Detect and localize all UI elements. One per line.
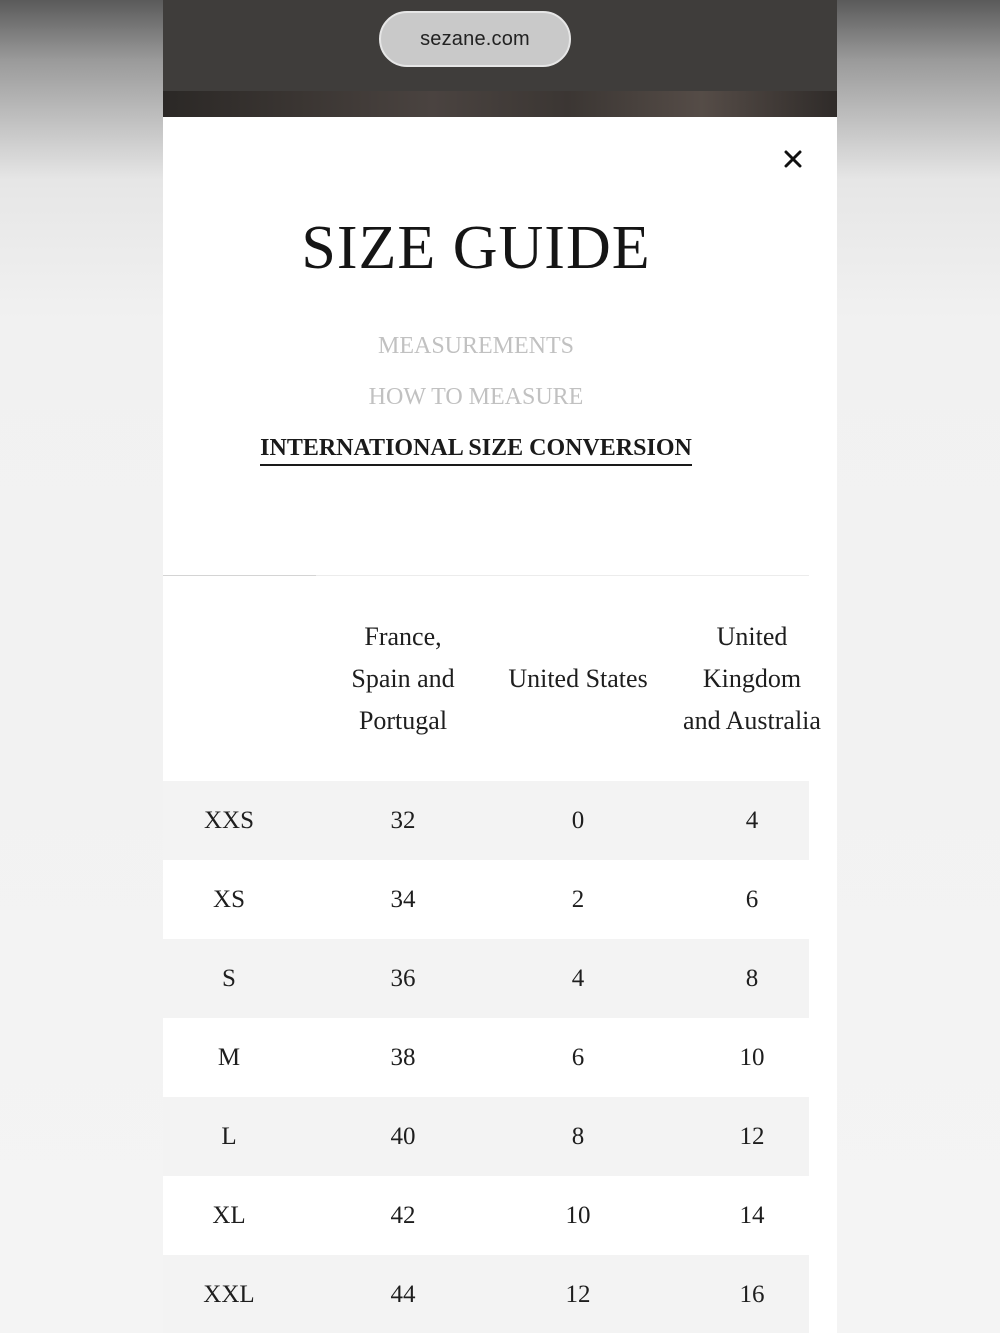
cell-uk: 8 (745, 965, 759, 992)
close-icon (784, 150, 802, 168)
cell-size: XXS (203, 807, 254, 834)
column-header-size (163, 576, 299, 781)
column-header-uk-australia (682, 576, 822, 781)
cell-us: 8 (571, 1123, 585, 1150)
background-page-image (163, 91, 837, 117)
phone-screen (163, 0, 837, 1333)
cell-us: 12 (565, 1281, 591, 1308)
header-text: France, Spain and Portugal (351, 621, 455, 735)
cell-uk: 12 (739, 1123, 765, 1150)
tab-label: HOW TO MEASURE (368, 384, 584, 410)
table-header (163, 576, 821, 781)
size-guide-modal (163, 117, 837, 1333)
table-row (163, 1097, 809, 1176)
url-text: sezane.com (420, 27, 530, 50)
cell-size: XL (212, 1202, 246, 1229)
table-row (163, 1176, 809, 1255)
cell-uk: 6 (745, 886, 759, 913)
tab-label: INTERNATIONAL SIZE CONVERSION (260, 435, 692, 466)
cell-us: 6 (571, 1044, 585, 1071)
table-row (163, 1255, 809, 1333)
cell-france: 32 (390, 807, 416, 834)
cell-france: 42 (390, 1202, 416, 1229)
table-row (163, 860, 809, 939)
url-bar[interactable] (379, 11, 571, 67)
cell-france: 36 (390, 965, 416, 992)
close-button[interactable] (779, 145, 807, 173)
cell-us: 4 (571, 965, 585, 992)
header-text: United Kingdom and Australia (683, 621, 821, 735)
cell-france: 40 (390, 1123, 416, 1150)
page-title: SIZE GUIDE (301, 214, 651, 282)
table-row (163, 781, 809, 860)
browser-top-bar (163, 0, 837, 91)
column-header-united-states (508, 576, 648, 781)
tab-measurements[interactable] (163, 333, 789, 360)
cell-size: XS (213, 886, 245, 913)
cell-size: L (221, 1123, 237, 1150)
table-row (163, 1018, 809, 1097)
cell-uk: 16 (739, 1281, 765, 1308)
cell-france: 38 (390, 1044, 416, 1071)
tab-international-size-conversion[interactable] (163, 435, 789, 462)
cell-size: M (217, 1044, 241, 1071)
cell-uk: 14 (739, 1202, 765, 1229)
cell-us: 10 (565, 1202, 591, 1229)
cell-uk: 10 (739, 1044, 765, 1071)
cell-france: 44 (390, 1281, 416, 1308)
cell-us: 0 (571, 807, 585, 834)
cell-france: 34 (390, 886, 416, 913)
cell-uk: 4 (745, 807, 759, 834)
column-header-france-spain-portugal (333, 576, 473, 781)
size-conversion-table (163, 576, 821, 1333)
cell-size: XXL (203, 1281, 255, 1308)
header-text: United States (508, 663, 648, 693)
table-row (163, 939, 809, 1018)
cell-us: 2 (571, 886, 585, 913)
cell-size: S (222, 965, 236, 992)
tab-how-to-measure[interactable] (163, 384, 789, 411)
tab-label: MEASUREMENTS (377, 333, 575, 359)
